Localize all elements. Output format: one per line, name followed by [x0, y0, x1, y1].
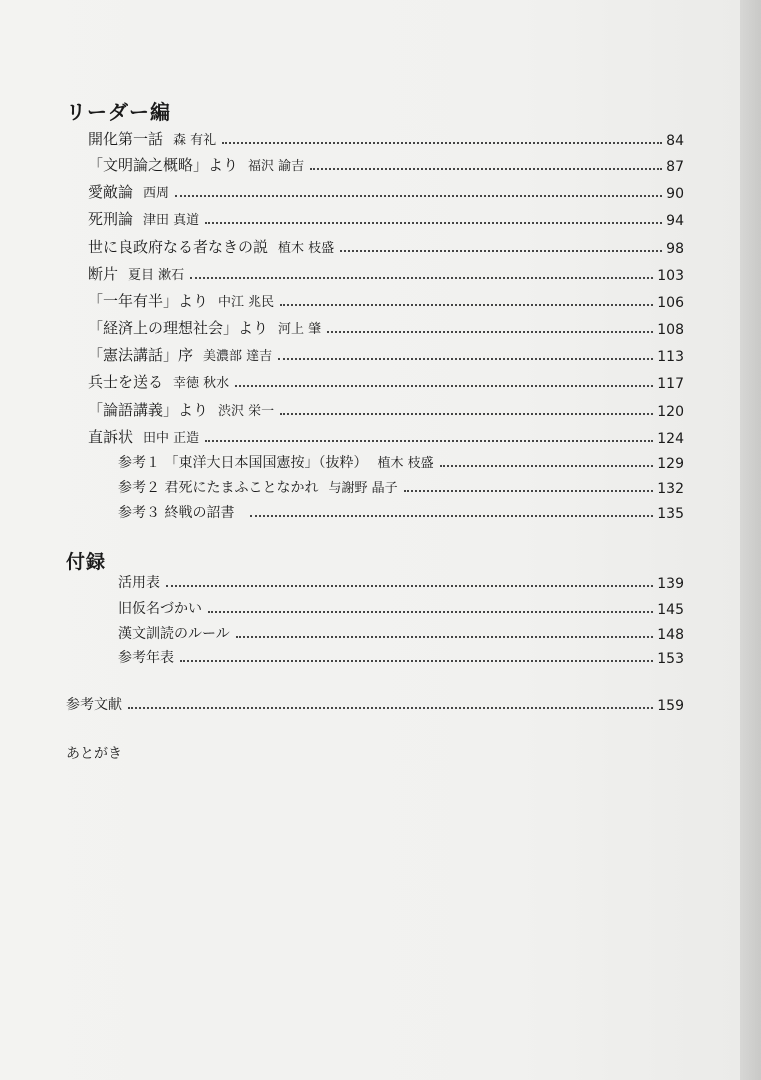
toc-entry: 漢文訓読のルール 148 [118, 626, 684, 643]
toc-entry: 愛敵論 西周 90 [88, 183, 684, 202]
toc-entry: 兵士を送る 幸徳 秋水 117 [88, 373, 684, 392]
toc-entry: 参考年表 153 [118, 650, 684, 667]
toc-entry: 死刑論 津田 真道 94 [88, 210, 684, 229]
toc-entry: 「論語講義」より 渋沢 栄一 120 [88, 401, 684, 420]
toc-entry: 「一年有半」より 中江 兆民 106 [88, 292, 684, 311]
toc-reference-entry: 参考３ 終戦の詔書 135 [118, 505, 684, 522]
page-edge [740, 0, 761, 1080]
toc-entry: 直訴状 田中 正造 124 [88, 428, 684, 447]
section-title-leader: リーダー編 [66, 100, 171, 124]
toc-entry: 旧仮名づかい 145 [118, 601, 684, 618]
toc-reference-entry: 参考１ 「東洋大日本国国憲按」（抜粋） 植木 枝盛 129 [118, 455, 684, 472]
toc-entry: 開化第一話 森 有礼 84 [88, 130, 684, 149]
toc-entry: 「憲法講話」序 美濃部 達吉 113 [88, 346, 684, 365]
toc-entry-afterword: あとがき [66, 746, 122, 762]
toc-entry: 「経済上の理想社会」より 河上 肇 108 [88, 319, 684, 338]
toc-entry: 世に良政府なる者なきの説 植木 枝盛 98 [88, 238, 684, 257]
toc-entry-bibliography: 参考文献 159 [66, 697, 684, 714]
toc-entry: 「文明論之概略」より 福沢 諭吉 87 [88, 156, 684, 175]
section-title-appendix: 付録 [66, 551, 107, 573]
toc-reference-entry: 参考２ 君死にたまふことなかれ 与謝野 晶子 132 [118, 480, 684, 497]
toc-entry: 活用表 139 [118, 575, 684, 592]
toc-entry: 断片 夏目 漱石 103 [88, 265, 684, 284]
